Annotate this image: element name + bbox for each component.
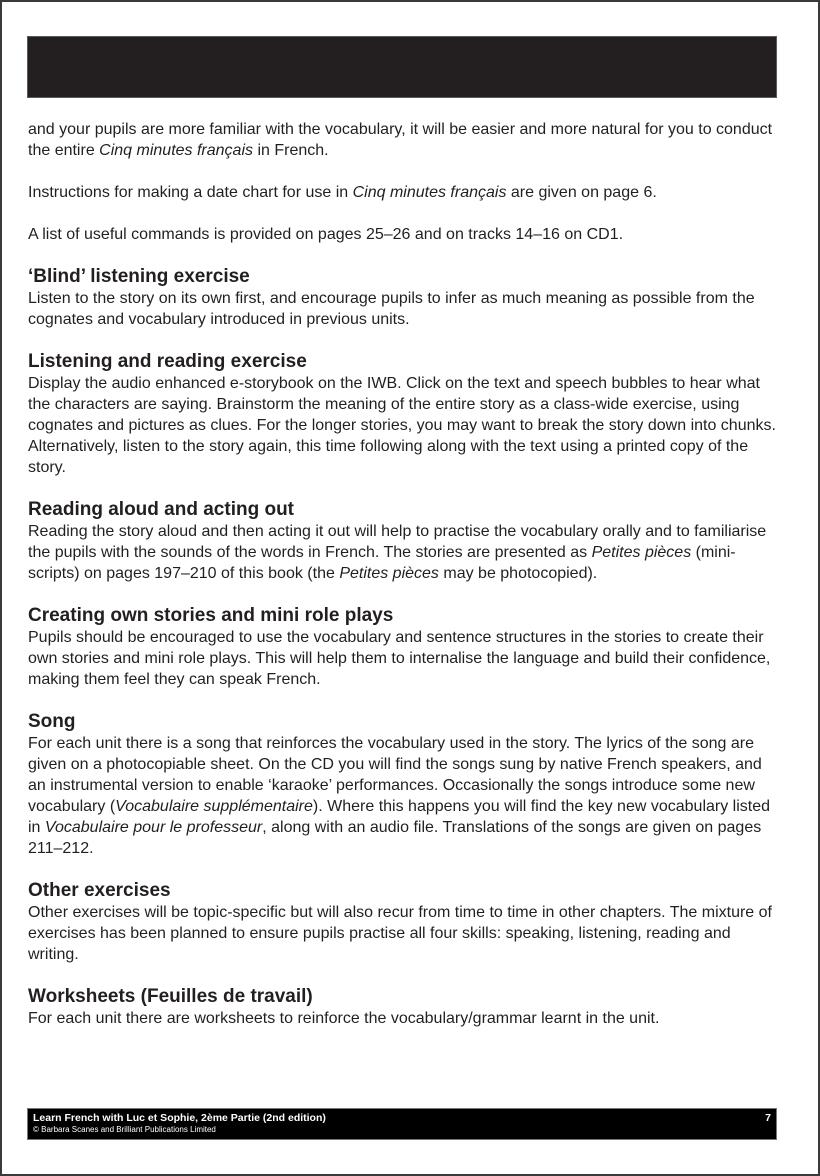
section-body: Display the audio enhanced e-storybook on the IWB. Click on the text and speech bubbles to hear what the characters are saying. Brainstorm the meaning of the entire story as a class-wide exercise, using cognates and pictures as clues. For the longer stories, you may want to break the story down into chunks. Alternatively, listen to the story again, this time following along with the text using a printed copy of the story. xyxy=(28,375,776,476)
footer-book-title: Learn French with Luc et Sophie, 2ème Partie (2nd edition) xyxy=(33,1112,326,1124)
section-body: Pupils should be encouraged to use the vocabulary and sentence structures in the stories to create their own stories and mini role plays. This will help them to internalise the language and build their confidence, making them feel they can speak French. xyxy=(28,629,771,688)
section-song xyxy=(28,711,778,859)
section-heading: Reading aloud and acting out xyxy=(28,499,294,520)
section-other-exercises xyxy=(28,880,778,965)
section-heading: Worksheets (Feuilles de travail) xyxy=(28,986,313,1007)
section-body: For each unit there is a song that reinforces the vocabulary used in the story. The lyrics of the song are given on a photocopiable sheet. On the CD you will find the songs sung by native French speakers, and an instrumental version to enable ‘karaoke’ performances. Occasionally the songs introduce some new vocabulary (Vocabulaire supplémentaire). Where this happens you will find the key new vocabulary listed in Vocabulaire pour le professeur, along with an audio file. Translations of the songs are given on pages 211–212. xyxy=(28,735,771,857)
section-body: Reading the story aloud and then acting it out will help to practise the vocabulary orally and to familiarise the pupils with the sounds of the words in French. The stories are presented as Petites pièces (mini-scripts) on pages 197–210 of this book (the Petites pièces may be photocopied). xyxy=(28,523,767,582)
intro-paragraph-2: Instructions for making a date chart for use in Cinq minutes français are given on page 6. xyxy=(28,184,657,201)
footer-bar xyxy=(27,1108,777,1140)
header-bar xyxy=(27,36,777,98)
section-creating-stories xyxy=(28,605,778,690)
section-heading: ‘Blind’ listening exercise xyxy=(28,266,250,287)
section-listening-reading xyxy=(28,351,778,478)
section-heading: Other exercises xyxy=(28,880,171,901)
section-body: Other exercises will be topic-specific but will also recur from time to time in other chapters. The mixture of exercises has been planned to ensure pupils practise all four skills: speaking, listening, reading and writing. xyxy=(28,904,772,963)
section-worksheets xyxy=(28,986,778,1029)
section-body: For each unit there are worksheets to reinforce the vocabulary/grammar learnt in the unit. xyxy=(28,1010,660,1027)
intro-paragraph-3: A list of useful commands is provided on pages 25–26 and on tracks 14–16 on CD1. xyxy=(28,226,624,243)
section-blind-listening xyxy=(28,266,778,330)
page-content xyxy=(28,119,778,1050)
intro-paragraph-1: and your pupils are more familiar with the vocabulary, it will be easier and more natural for you to conduct the entire Cinq minutes français in French. xyxy=(28,121,773,159)
section-reading-aloud xyxy=(28,499,778,584)
section-body: Listen to the story on its own first, and encourage pupils to infer as much meaning as possible from the cognates and vocabulary introduced in previous units. xyxy=(28,290,755,328)
section-heading: Creating own stories and mini role plays xyxy=(28,605,394,626)
footer-copyright: © Barbara Scanes and Brilliant Publications Limited xyxy=(33,1125,216,1134)
section-heading: Song xyxy=(28,711,76,732)
page-number: 7 xyxy=(765,1112,771,1124)
section-heading: Listening and reading exercise xyxy=(28,351,307,372)
